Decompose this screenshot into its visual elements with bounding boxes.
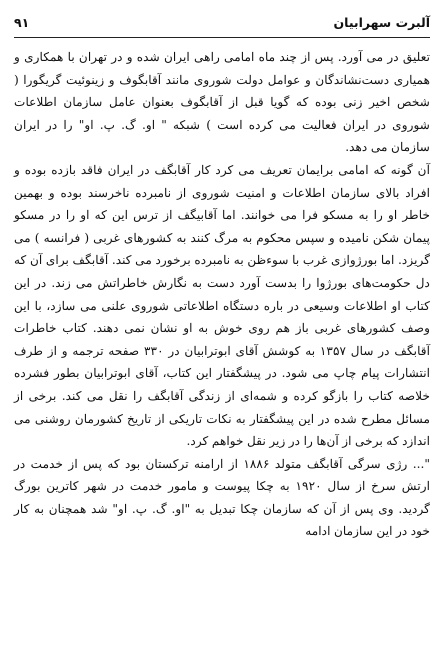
running-title: آلبرت سهرابیان [333,14,430,30]
paragraph: "... رژی سرگی آقابگف متولد ۱۸۸۶ از ارامنه ترکستان بود که پس از خدمت در ارتش سرخ از سال ۱۹۲۰ به چکا پیوست و مامور خدمت در شهر کاترین بورگ گردید. وی پس از آن که سازمان چکا تبدیل به "او. گ. پ. او" شد همچنان به کار خود در این سازمان ادامه [14,456,430,539]
paragraph: تعلیق در می آورد. پس از چند ماه امامی راهی ایران شده و در تهران با همکاری و همیاری دست‌نشاندگان و عوامل دولت شوروی مانند آقابگوف و زینوئیت گریگورا ( شخص اخیر زنی بوده که گویا قبل از آقابگوف بعنوان عامل سازمان اطلاعات شوروی در ایران فعالیت می کرده است ) شبکه " او. گ. پ. او" را در ایران سازمان می دهد. [14,50,430,155]
paragraph: آن گونه که امامی برایمان تعریف می کرد کار آقابگف در ایران فاقد بازده بوده و افراد بالای سازمان اطلاعات و امنیت شوروی از نامبرده ناخرسند بوده و بهمین خاطر او را به مسکو فرا می خوانند. اما آقابیگف از ترس این که او را در مسکو پیمان شکن نامیده و سپس محکوم به مرگ کنند به کشورهای غربی ( فرانسه ) می گریزد. اما بورژوازی غرب با سوءظن به نامبرده برخورد می کند. آقابگف برای آن که دل حکومت‌های بورژوا را بدست آورد دست به نگارش خاطراتش می زند. در این کتاب او اطلاعات وسیعی در باره دستگاه اطلاعاتی شوروی علنی می سازد، با این وصف کشورهای غربی باز هم روی خوش به او نشان نمی دهند. کتاب خاطرات آقابگف در سال ۱۳۵۷ به کوشش آقای ابوترابیان در ۳۳۰ صفحه ترجمه و از طرف انتشارات پیام چاپ می شود. در پیشگفتار این کتاب، آقای ابوترابیان بطور فشرده خلاصه کتاب را بازگو کرده و شمه‌ای از زندگی آقابگف را نقل می کند. برخی از مسائل مطرح شده در این پیشگفتار به نکات تاریکی از تاریخ کشورمان روشنی می اندازد که برخی از آن‌ها را در زیر نقل خواهم کرد. [14,162,430,449]
body-text [14,46,430,543]
running-header [14,10,430,38]
page-number: ۹۱ [14,14,30,30]
